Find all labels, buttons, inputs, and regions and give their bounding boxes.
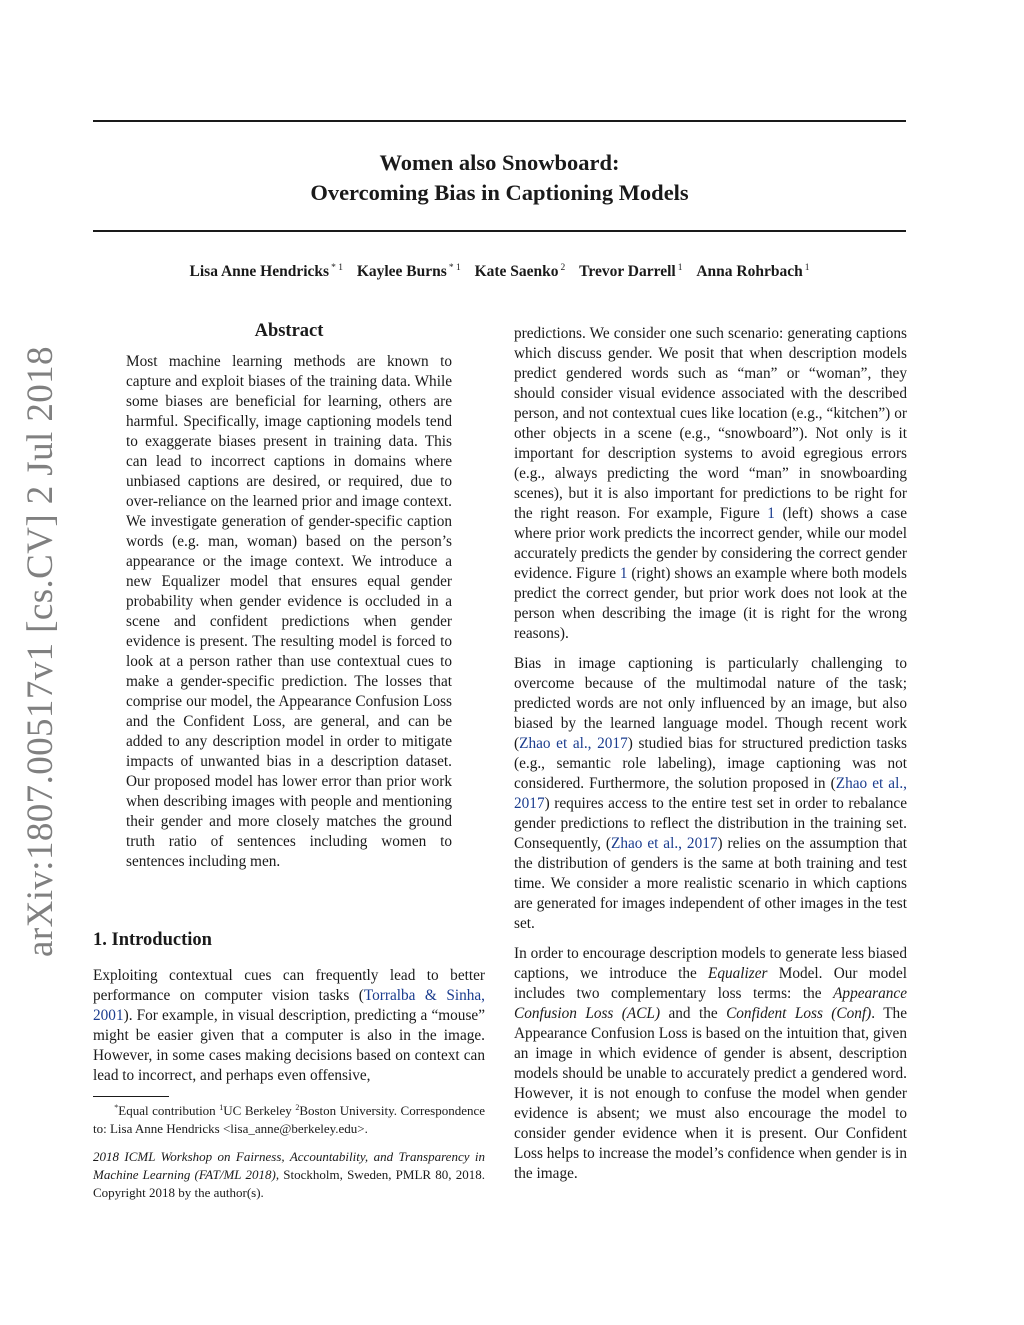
arxiv-identifier: arXiv:1807.00517v1 [cs.CV] 2 Jul 2018 [19,345,61,957]
citation-link[interactable]: Zhao et al., 2017 [514,775,907,812]
arxiv-sidebar [14,345,66,957]
abstract-body: Most machine learning methods are known to capture and exploit biases of the training data. While some biases are beneficial for learning, others are harmful. Specifically, image captioning models tend to exaggerate biases present in training data. This can lead to incorrect captions in domains where unbiased captions are desired, or required, due to over-reliance on the learned prior and image context. We investigate generation of gender-specific caption words (e.g. man, woman) based on the person’s appearance or the image context. We introduce a new Equalizer model that ensures equal gender probability when gender evidence is occluded in a scene and confident predictions when gender evidence is present. The resulting model is forced to look at a person rather than use contextual cues to make a gender-specific prediction. The losses that comprise our model, the Appearance Confusion Loss and the Confident Loss, are general, and can be added to any description model in order to mitigate impacts of unwanted bias in a description dataset. Our proposed model has lower error than prior work when describing images with people and mentioning their gender and more closely matches the ground truth ratio of sentences including women to sentences including men. [126,353,452,870]
body-paragraph: predictions. We consider one such scenario: generating captions which discuss gender. We posit that when description models predict gendered words such as “man” or “woman”, they should consider visual evidence associated with the described person, and not contextual cues like location (e.g., “kitchen”) or other objects in a scene (e.g., “snowboard”). Not only is it important for description systems to avoid egregious errors (e.g., always predicting the word “man” in snowboarding scenes), but it is also important for predictions to be right for the right reason. For example, Figure 1 (left) shows a case where prior work predicts the incorrect gender, while our model accurately predicts the gender by considering the correct gender evidence. Figure 1 (right) shows an example where both models predict the correct gender, but prior work does not look at the person when describing the image (it is right for the wrong reasons). [514,325,907,642]
title-bottom-rule [93,230,906,232]
section-heading-introduction: 1. Introduction [93,930,212,950]
body-paragraph: In order to encourage description models to generate less biased captions, we introduce the Equalizer Model. Our model includes two complementary loss terms: the Appearance Confusion Loss (ACL) and the Confident Loss (Conf). The Appearance Confusion Loss is based on the intuition that, given an image in which evidence of gender is absent, description models should be unable to accurately predict a gendered word. However, it is not enough to confuse the model when gender evidence is absent; we must also encourage the model to consider gender evidence when it is present. Our Confident Loss helps to increase the model’s confidence when gender is in the image. [514,945,907,1182]
abstract-heading: Abstract [254,321,324,341]
citation-link[interactable]: Zhao et al., 2017 [519,735,628,752]
footnote-venue: 2018 ICML Workshop on Fairness, Accountability, and Transparency in Machine Learning (FAT/ML 2018), Stockholm, Sweden, PMLR 80, 2018. Copyright 2018 by the author(s). [93,1149,485,1200]
right-column [514,324,907,1194]
figure-ref-link[interactable]: 1 [619,565,628,582]
paper-title-line2: Overcoming Bias in Captioning Models [310,180,689,205]
body-paragraph: Bias in image captioning is particularly challenging to overcome because of the multimodal nature of the task; predicted words are not only influenced by an image, but also biased by the learned language model. Though recent work (Zhao et al., 2017) studied bias for structured prediction tasks (e.g., semantic role labeling), image captioning was not considered. Furthermore, the solution proposed in (Zhao et al., 2017) requires access to the entire test set in order to rebalance gender predictions to reflect the distribution in the training set. Consequently, (Zhao et al., 2017) relies on the assumption that the distribution of genders is the same at both training and test time. We consider a more realistic scenario in which captions are generated for images independent of other images in the test set. [514,655,908,932]
author: Kate Saenko $^2$ [474,263,566,280]
author: Anna Rohrbach $^1$ [696,263,810,280]
author: Lisa Anne Hendricks $^{* 1}$ [189,263,343,280]
footnote-affiliations: *Equal contribution $^1$UC Berkeley $^2$Boston University. Correspondence to: Lisa Anne Hendricks <lisa_anne@berkeley.edu>. [93,1103,485,1136]
intro-paragraph: Exploiting contextual cues can frequently lead to better performance on computer vision tasks (Torralba & Sinha, 2001). For example, in visual description, predicting a “mouse” might be easier given that a computer is also in the image. However, in some cases making decisions based on context can lead to incorrect, and perhaps even offensive, [93,967,485,1084]
title-top-rule [93,120,906,122]
author: Trevor Darrell $^1$ [579,263,683,280]
paper-title-line1: Women also Snowboard: [379,150,620,175]
figure-ref-link[interactable]: 1 [767,505,775,522]
author: Kaylee Burns $^{* 1}$ [356,263,461,280]
citation-link[interactable]: Torralba & Sinha, 2001 [93,987,485,1024]
footnote-rule [93,1096,169,1097]
citation-link[interactable]: Zhao et al., 2017 [610,835,718,852]
author-list [93,263,906,281]
